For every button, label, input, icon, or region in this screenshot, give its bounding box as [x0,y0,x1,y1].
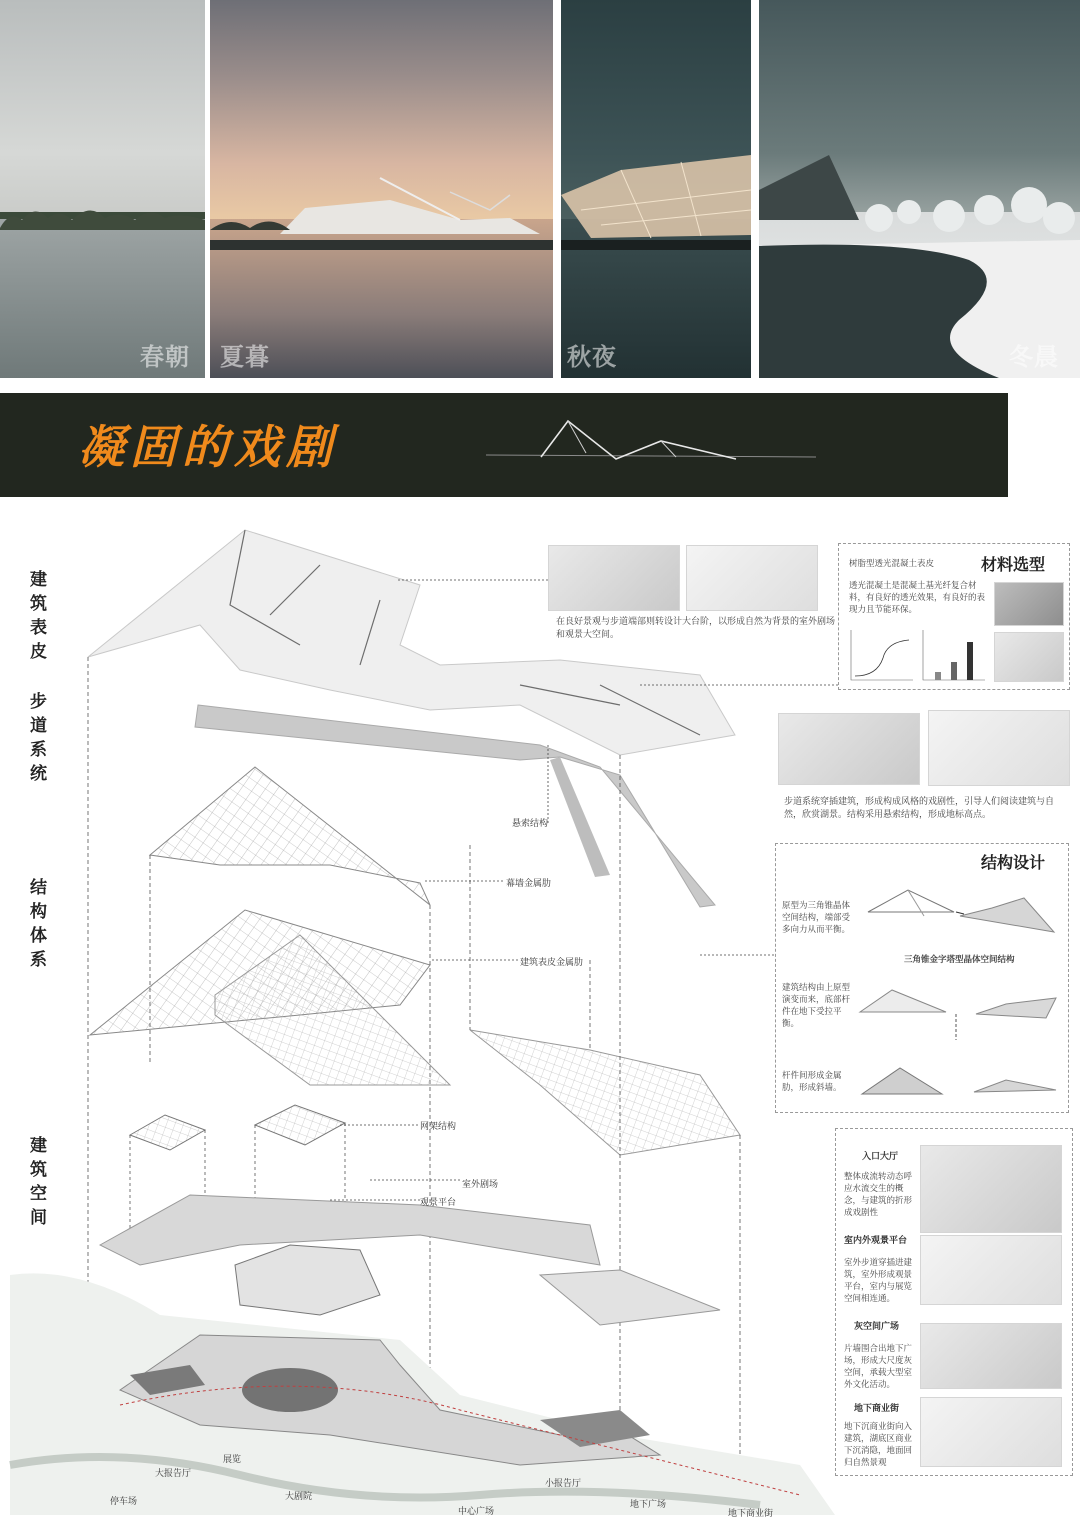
callout-curtain-rib: 幕墙金属肋 [506,879,552,889]
season-photo-spring [0,0,205,378]
material-title: 材料选型 [981,555,1046,574]
banner-title: 凝固的戏剧 [78,420,338,474]
callout-small-hall: 小报告厅 [545,1479,582,1489]
callout-parking: 停车场 [110,1497,138,1507]
callout-underground-plaza: 地下广场 [630,1500,667,1510]
material-photo-1 [994,582,1064,626]
walkway-caption: 步道系统穿插建筑，形成构成风格的戏剧性，引导人们阅读建筑与自然，欣赏湖景。结构采用悬索结构，形成地标高点。 [784,797,1055,820]
callout-center-plaza: 中心广场 [458,1507,495,1517]
space-heading-1: 入口大厅 [862,1152,899,1162]
season-label-spring: 春朝 [140,343,190,371]
skin-caption: 在良好景观与步道端部则转设计大台阶，以形成自然为背景的室外剧场和观景大空间。 [556,617,836,640]
material-subtitle: 树脂型透光混凝土表皮 [849,559,935,569]
material-panel [838,543,1070,690]
space-heading-4: 地下商业街 [854,1404,900,1414]
callout-suspension: 悬索结构 [512,819,549,829]
section-walkway: 步道系统 [30,692,47,784]
callout-viewing-platform: 观景平台 [420,1198,457,1208]
space-text-1: 整体成流转动态呼应水流交生的概念，与建筑的折形成戏剧性 [844,1172,913,1218]
walkway-photo-2 [928,710,1070,786]
structure-design-text-3: 杆件间形成金属肋，形成斜墙。 [782,1071,842,1093]
season-label-winter: 冬晨 [1009,343,1059,371]
pyramid-diagram-2 [856,984,1066,1044]
building-sketch [486,413,816,475]
season-label-autumn: 秋夜 [567,343,617,371]
material-photo-2 [994,632,1064,682]
season-photo-winter [759,0,1080,378]
title-banner [0,393,1008,497]
space-panel [835,1128,1073,1476]
pyramid-diagram-3 [856,1056,1066,1106]
space-photo-1 [920,1145,1062,1233]
section-skin: 建筑表皮 [30,570,47,662]
structure-design-caption: 三角锥金字塔型晶体空间结构 [904,955,1015,965]
pyramid-diagram-1 [864,882,1060,942]
callout-grand-theater: 大剧院 [285,1492,313,1502]
walkway-photo-1 [778,713,920,785]
callout-truss: 网架结构 [420,1122,457,1132]
space-photo-2 [920,1235,1062,1305]
material-charts [847,628,987,686]
callout-exhibition: 展览 [223,1455,242,1465]
tree-line [0,190,205,230]
season-photo-autumn [561,0,751,378]
space-heading-3: 灰空间广场 [854,1322,900,1332]
space-heading-2: 室内外观景平台 [844,1236,908,1246]
season-photo-summer [210,0,553,378]
season-label-summer: 夏暮 [220,343,270,371]
callout-lecture-hall: 大报告厅 [155,1469,192,1479]
material-text: 透光混凝土是混凝土基光纤复合材料，有良好的透光效果，有良好的表现力且节能环保。 [849,581,986,615]
structure-design-text-2: 建筑结构由上原型演变而来，底部杆件在地下受拉平衡。 [782,983,851,1029]
skin-photo-1 [548,545,680,611]
space-text-3: 片墙围合出地下广场，形成大尺度灰空间，承载大型室外文化活动。 [844,1344,913,1390]
callout-underground-street: 地下商业街 [728,1509,774,1519]
structure-design-text-1: 原型为三角锥晶体空间结构，端部受多向力从而平衡。 [782,901,851,935]
space-text-2: 室外步道穿插进建筑，室外形成观景平台，室内与展览空间相连通。 [844,1258,913,1304]
space-text-4: 地下沉商业街向入建筑，湖底区商业下沉消隐，地面回归自然景观 [844,1422,913,1468]
skin-photo-2 [686,545,818,611]
structure-design-panel [775,843,1069,1113]
callout-outdoor-theater: 室外剧场 [462,1180,499,1190]
callout-skin-rib: 建筑表皮金属肋 [520,958,584,968]
space-photo-3 [920,1323,1062,1389]
section-space: 建筑空间 [30,1136,47,1228]
building-lit [561,150,751,250]
structure-design-title: 结构设计 [981,853,1046,872]
building-silhouette [210,170,553,250]
section-structure: 结构体系 [30,878,47,970]
space-photo-4 [920,1397,1062,1467]
